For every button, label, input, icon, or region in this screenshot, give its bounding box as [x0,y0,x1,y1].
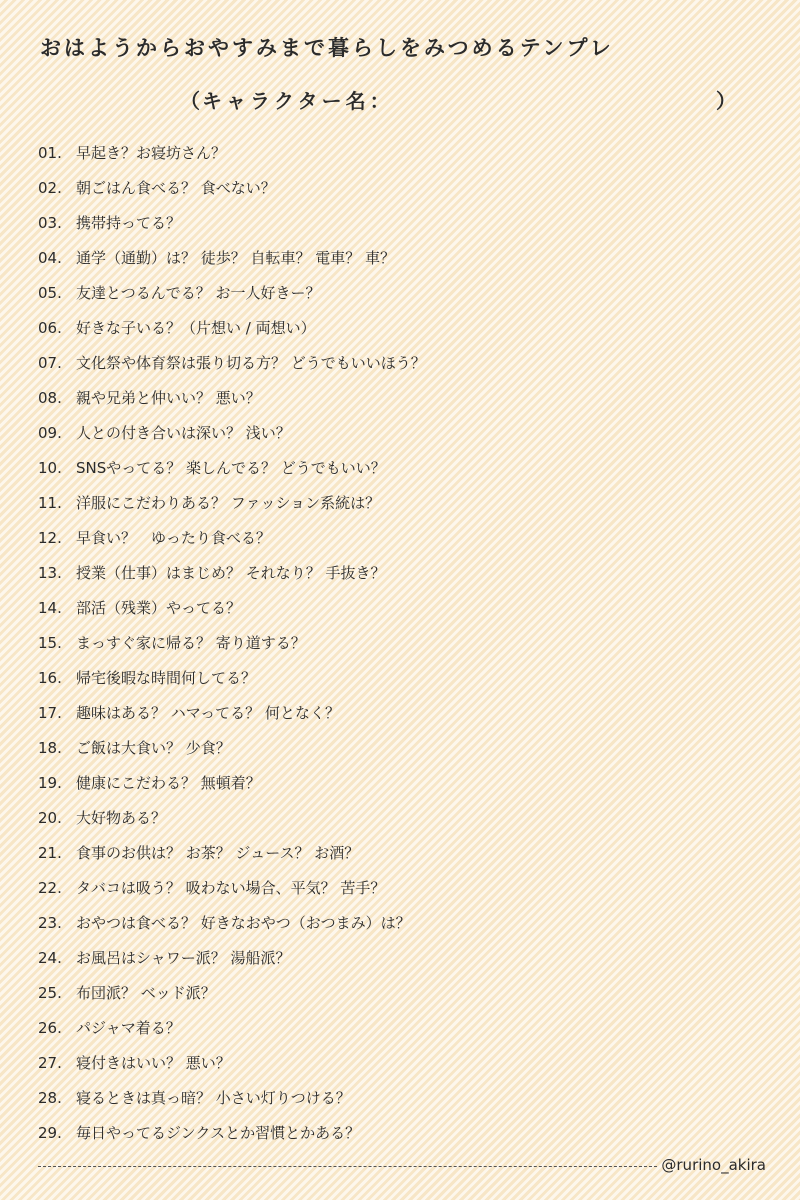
question-row [38,210,758,245]
question-text: 友達とつるんでる？ お一人好きー？ [76,284,321,302]
question-text: 早起き？お寝坊さん？ [76,144,227,162]
question-number: 02. [38,179,62,197]
question-row [38,490,758,525]
question-number: 24. [38,949,62,967]
question-number: 21. [38,844,62,862]
question-number: 20. [38,809,62,827]
question-text: 通学（通勤）は？ 徒歩？ 自転車？ 電車？ 車？ [76,249,396,267]
question-text: 大好物ある？ [76,809,167,827]
question-number: 23. [38,914,62,932]
footer [38,1156,766,1174]
question-row [38,455,758,490]
question-text: 寝るときは真っ暗？ 小さい灯りつける？ [76,1089,351,1107]
page-title: おはようからおやすみまで暮らしをみつめるテンプレ [40,36,614,60]
question-text: パジャマ着る？ [76,1019,181,1037]
question-number: 15. [38,634,62,652]
question-row [38,525,758,560]
question-number: 13. [38,564,62,582]
question-number: 10. [38,459,62,477]
question-text: 帰宅後暇な時間何してる？ [76,669,257,687]
question-text: 文化祭や体育祭は張り切る方？ どうでもいいほう？ [76,354,426,372]
question-text: 早食い？ ゆったり食べる？ [76,529,271,547]
character-name-close-paren: ） [716,89,740,113]
question-number: 27. [38,1054,62,1072]
question-number: 05. [38,284,62,302]
question-row [38,245,758,280]
question-text: SNSやってる？ 楽しんでる？ どうでもいい？ [76,459,386,477]
question-list [38,140,758,1155]
question-text: ご飯は大食い？ 少食？ [76,739,231,757]
question-number: 09. [38,424,62,442]
question-text: 朝ごはん食べる？ 食べない？ [76,179,276,197]
character-name-open-paren: （ [180,89,204,113]
question-text: タバコは吸う？ 吸わない場合、平気？ 苦手？ [76,879,386,897]
question-number: 06. [38,319,62,337]
question-row [38,910,758,945]
question-row [38,140,758,175]
dashed-divider [38,1166,657,1167]
question-text: 毎日やってるジンクスとか習慣とかある？ [76,1124,361,1142]
question-row [38,735,758,770]
question-row [38,175,758,210]
question-number: 17. [38,704,62,722]
question-number: 18. [38,739,62,757]
question-row [38,770,758,805]
question-text: 健康にこだわる？ 無頓着？ [76,774,261,792]
question-text: 好きな子いる？（片想い / 両想い） [76,319,316,337]
question-text: 食事のお供は？ お茶？ ジュース？ お酒？ [76,844,360,862]
question-text: 親や兄弟と仲いい？ 悪い？ [76,389,261,407]
question-number: 01. [38,144,62,162]
question-row [38,805,758,840]
question-text: 布団派？ ベッド派？ [76,984,216,1002]
question-number: 07. [38,354,62,372]
question-row [38,1015,758,1050]
question-number: 19. [38,774,62,792]
question-number: 04. [38,249,62,267]
question-number: 28. [38,1089,62,1107]
question-row [38,350,758,385]
question-number: 11. [38,494,62,512]
question-text: 部活（残業）やってる？ [76,599,242,617]
question-row [38,560,758,595]
question-text: お風呂はシャワー派？ 湯船派？ [76,949,291,967]
question-text: 趣味はある？ ハマってる？ 何となく？ [76,704,340,722]
author-credit: @rurino_akira [661,1156,766,1174]
question-number: 22. [38,879,62,897]
question-row [38,1085,758,1120]
question-row [38,980,758,1015]
question-text: まっすぐ家に帰る？ 寄り道する？ [76,634,306,652]
question-row [38,1050,758,1085]
question-number: 25. [38,984,62,1002]
question-text: 授業（仕事）はまじめ？ それなり？ 手抜き？ [76,564,386,582]
question-number: 16. [38,669,62,687]
question-row [38,630,758,665]
question-row [38,665,758,700]
character-name-label: キャラクター名： [202,89,394,113]
question-row [38,945,758,980]
question-text: 洋服にこだわりある？ ファッション系統は？ [76,494,381,512]
question-row [38,315,758,350]
question-text: 携帯持ってる？ [76,214,182,232]
question-row [38,840,758,875]
question-text: 人との付き合いは深い？ 浅い？ [76,424,291,442]
question-number: 08. [38,389,62,407]
question-number: 26. [38,1019,62,1037]
question-number: 14. [38,599,62,617]
question-text: 寝付きはいい？ 悪い？ [76,1054,231,1072]
question-row [38,280,758,315]
question-row [38,875,758,910]
question-row [38,385,758,420]
question-row [38,700,758,735]
question-text: おやつは食べる？ 好きなおやつ（おつまみ）は？ [76,914,411,932]
question-number: 29. [38,1124,62,1142]
question-row [38,1120,758,1155]
question-number: 03. [38,214,62,232]
question-row [38,420,758,455]
question-row [38,595,758,630]
question-number: 12. [38,529,62,547]
